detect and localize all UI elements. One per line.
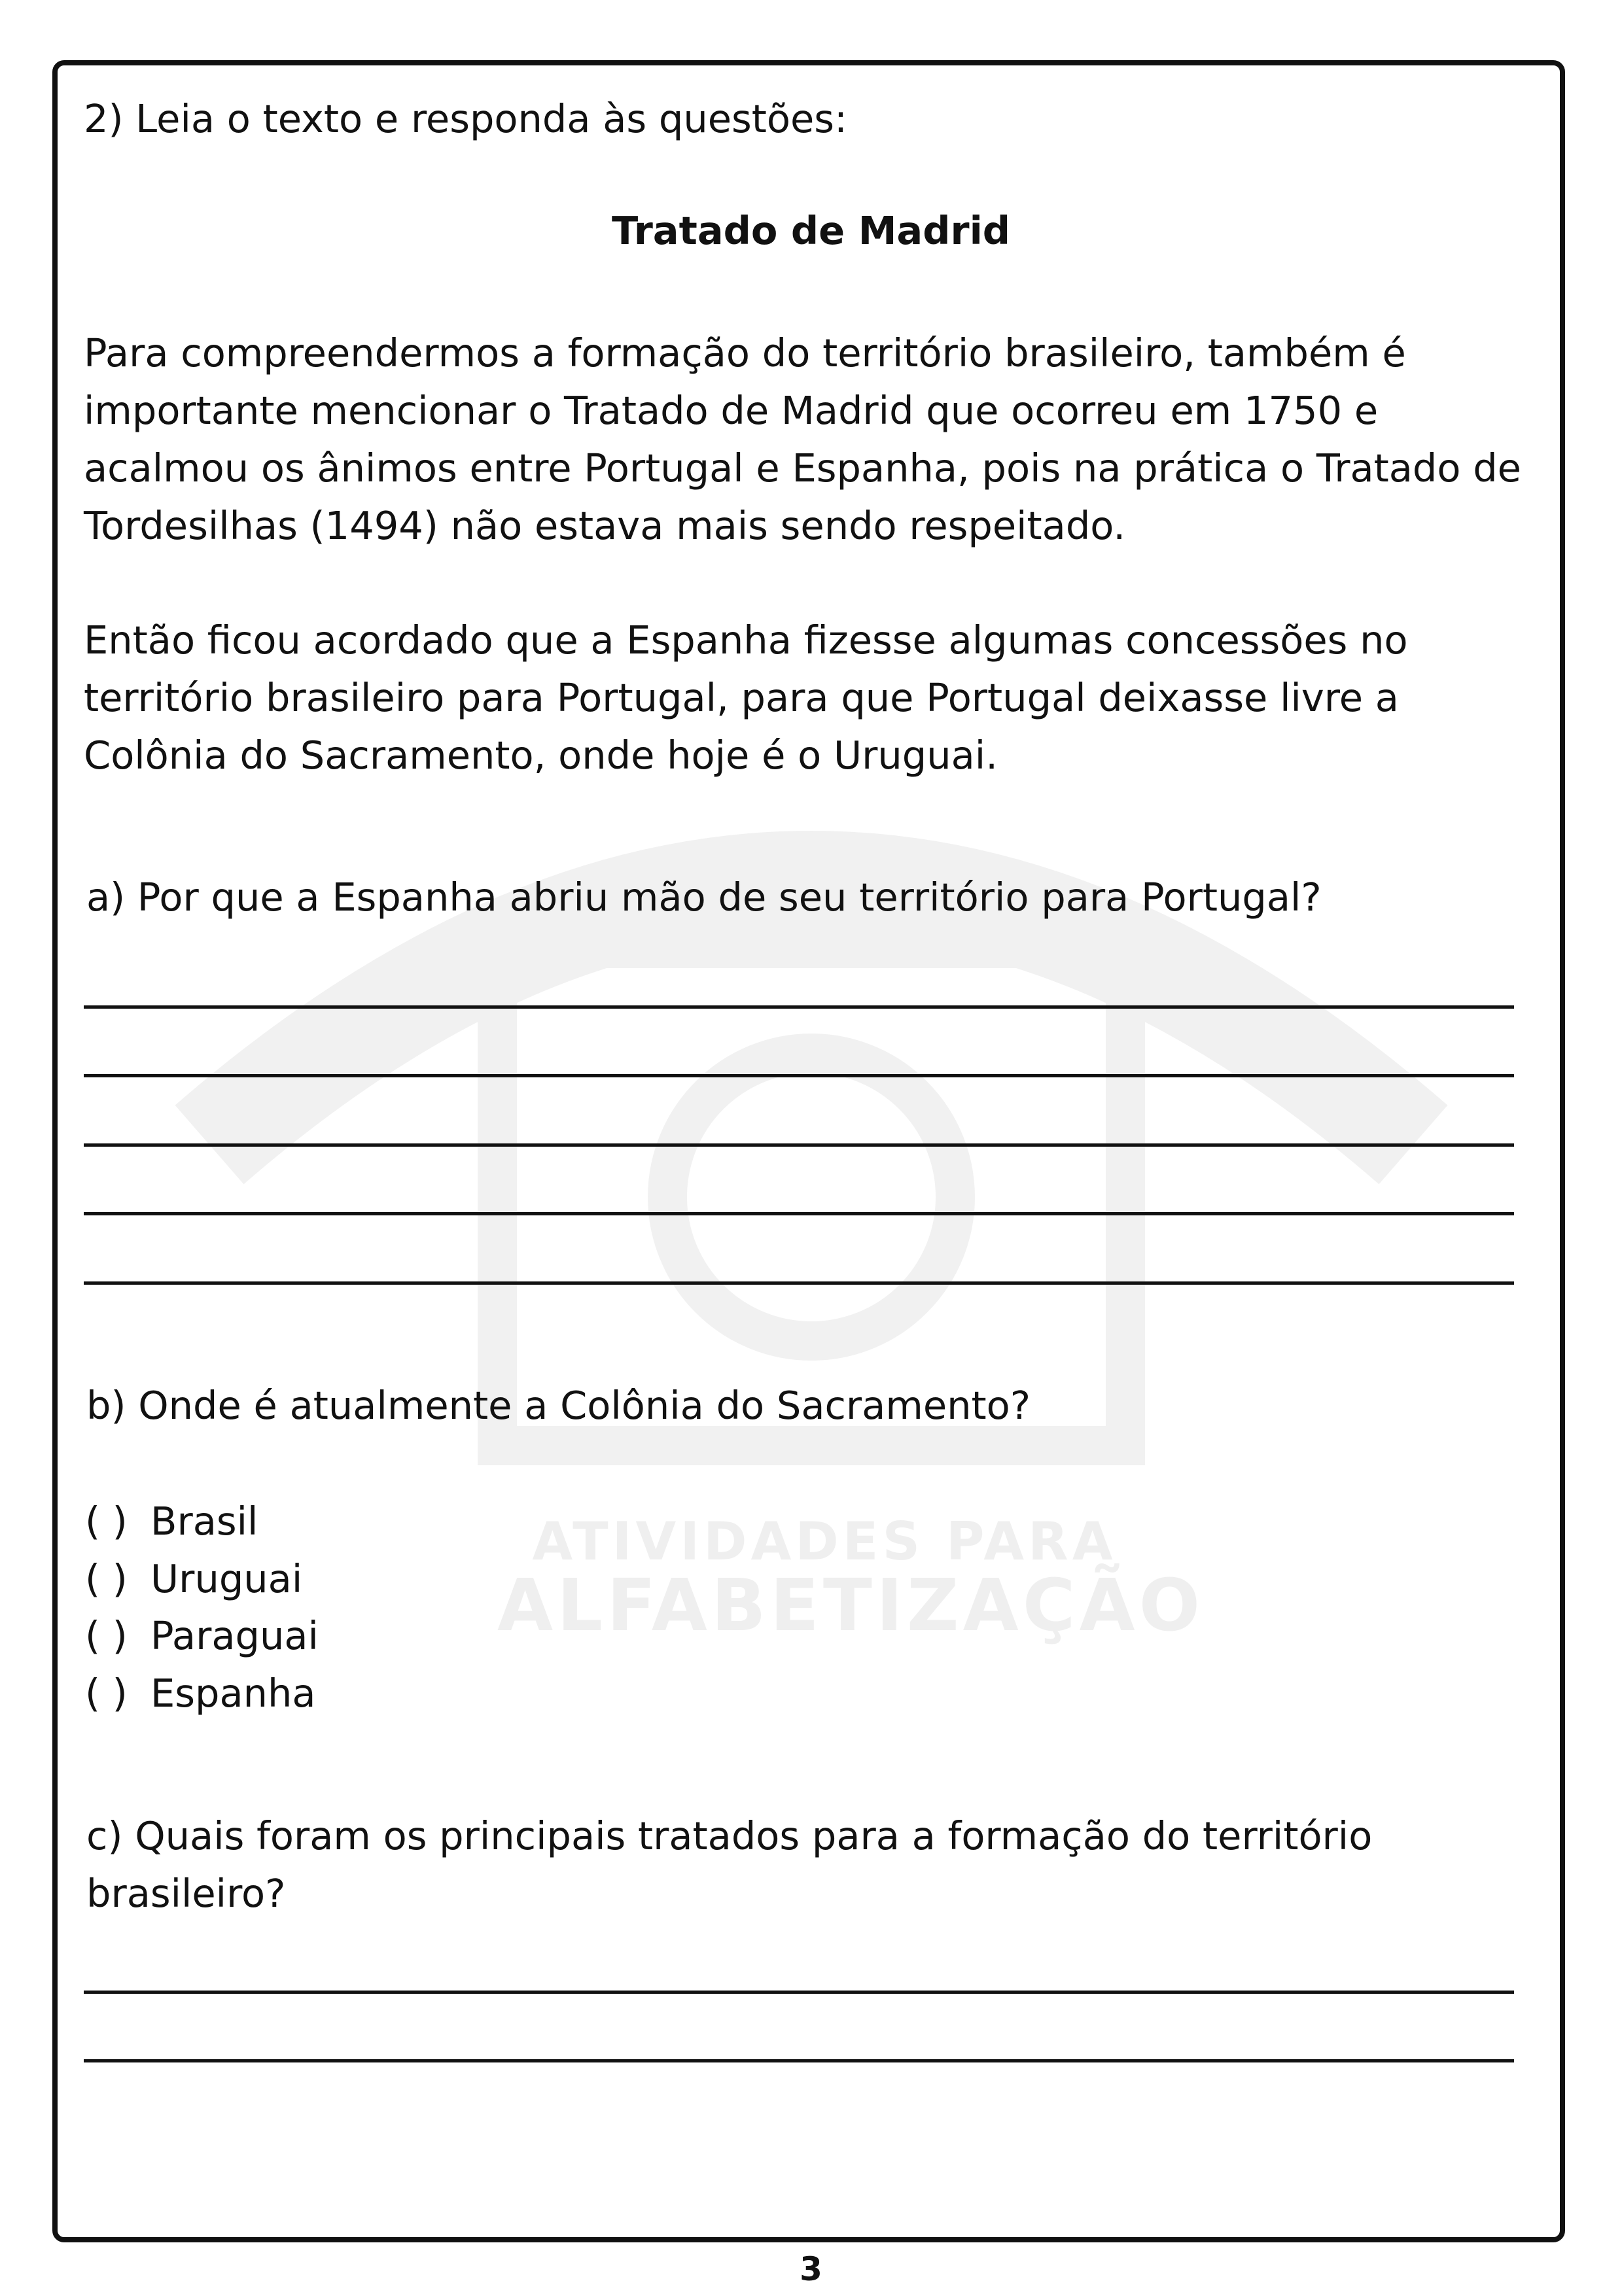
text-title: Tratado de Madrid [611,208,1011,253]
answer-line-a-5[interactable] [84,1281,1514,1285]
option-checkbox[interactable]: ( ) [85,1613,128,1658]
option-uruguai[interactable] [85,1550,302,1608]
paragraph-1: Para compreendermos a formação do território brasileiro, também é importante mencionar o Tratado de Madrid que ocorreu em 1750 e acalmou os ânimos entre Portugal e Espanha, pois na prática o Tratado de Tordesilhas (1494) não estava mais sendo respeitado. [84,330,1521,548]
answer-line-a-3[interactable] [84,1143,1514,1147]
question-heading: 2) Leia o texto e responda às questões: [84,96,847,141]
answer-line-a-1[interactable] [84,1005,1514,1009]
option-label: Paraguai [150,1613,319,1658]
item-a-prompt: a) Por que a Espanha abriu mão de seu território para Portugal? [86,875,1322,920]
option-checkbox[interactable]: ( ) [85,1671,128,1716]
item-c-prompt: c) Quais foram os principais tratados para a formação do território brasileiro? [86,1813,1373,1916]
option-espanha[interactable] [85,1665,316,1722]
answer-line-a-4[interactable] [84,1212,1514,1215]
option-brasil[interactable] [85,1493,258,1550]
option-paraguai[interactable] [85,1607,319,1665]
option-checkbox[interactable]: ( ) [85,1499,128,1544]
answer-line-c-2[interactable] [84,2059,1514,2062]
page-number: 3 [800,2250,822,2288]
paragraph-2: Então ficou acordado que a Espanha fizesse algumas concessões no território brasileiro para Portugal, para que Portugal deixasse livre a Colônia do Sacramento, onde hoje é o Uruguai. [84,617,1408,778]
option-checkbox[interactable]: ( ) [85,1556,128,1601]
watermark-line-2: ALFABETIZAÇÃO [497,1563,1205,1647]
answer-line-c-1[interactable] [84,1991,1514,1994]
watermark-line-1: ATIVIDADES PARA [532,1511,1117,1572]
option-label: Brasil [150,1499,258,1544]
item-b-prompt: b) Onde é atualmente a Colônia do Sacramento? [86,1383,1031,1428]
answer-line-a-2[interactable] [84,1074,1514,1077]
option-label: Espanha [150,1671,316,1716]
option-label: Uruguai [150,1556,303,1601]
